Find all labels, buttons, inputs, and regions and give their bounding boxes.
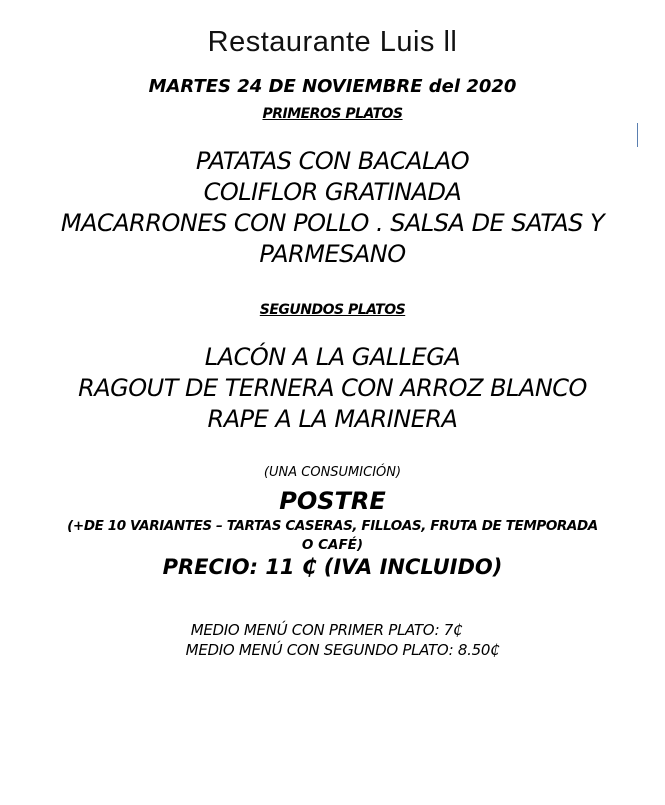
menu-date: MARTES 24 DE NOVIEMBRE del 2020 <box>148 76 517 97</box>
medio-menu-primer: MEDIO MENÚ CON PRIMER PLATO: 7₵ <box>190 621 463 639</box>
segundo-item: RAGOUT DE TERNERA CON ARROZ BLANCO <box>78 374 587 402</box>
segundo-item: LACÓN A LA GALLEGA <box>204 343 461 371</box>
primeros-heading: PRIMEROS PLATOS <box>262 106 403 122</box>
segundo-item: RAPE A LA MARINERA <box>207 405 458 433</box>
postre-variantes-cont: O CAFÉ) <box>301 537 364 553</box>
text-cursor <box>637 123 638 147</box>
primero-item: COLIFLOR GRATINADA <box>203 178 462 206</box>
consumicion-note: (UNA CONSUMICIÓN) <box>263 465 402 480</box>
segundos-heading: SEGUNDOS PLATOS <box>259 302 406 318</box>
postre-variantes: (+DE 10 VARIANTES – TARTAS CASERAS, FILLOAS, FRUTA DE TEMPORADA <box>67 518 598 534</box>
menu-price: PRECIO: 11 ₵ (IVA INCLUIDO) <box>162 555 503 579</box>
primero-item: PARMESANO <box>259 240 406 268</box>
postre-heading: POSTRE <box>279 487 386 515</box>
restaurant-title: Restaurante Luis ll <box>207 26 458 58</box>
primero-item: PATATAS CON BACALAO <box>195 147 470 175</box>
primero-item: MACARRONES CON POLLO . SALSA DE SATAS Y <box>60 209 605 237</box>
medio-menu-segundo: MEDIO MENÚ CON SEGUNDO PLATO: 8.50₵ <box>185 641 500 659</box>
